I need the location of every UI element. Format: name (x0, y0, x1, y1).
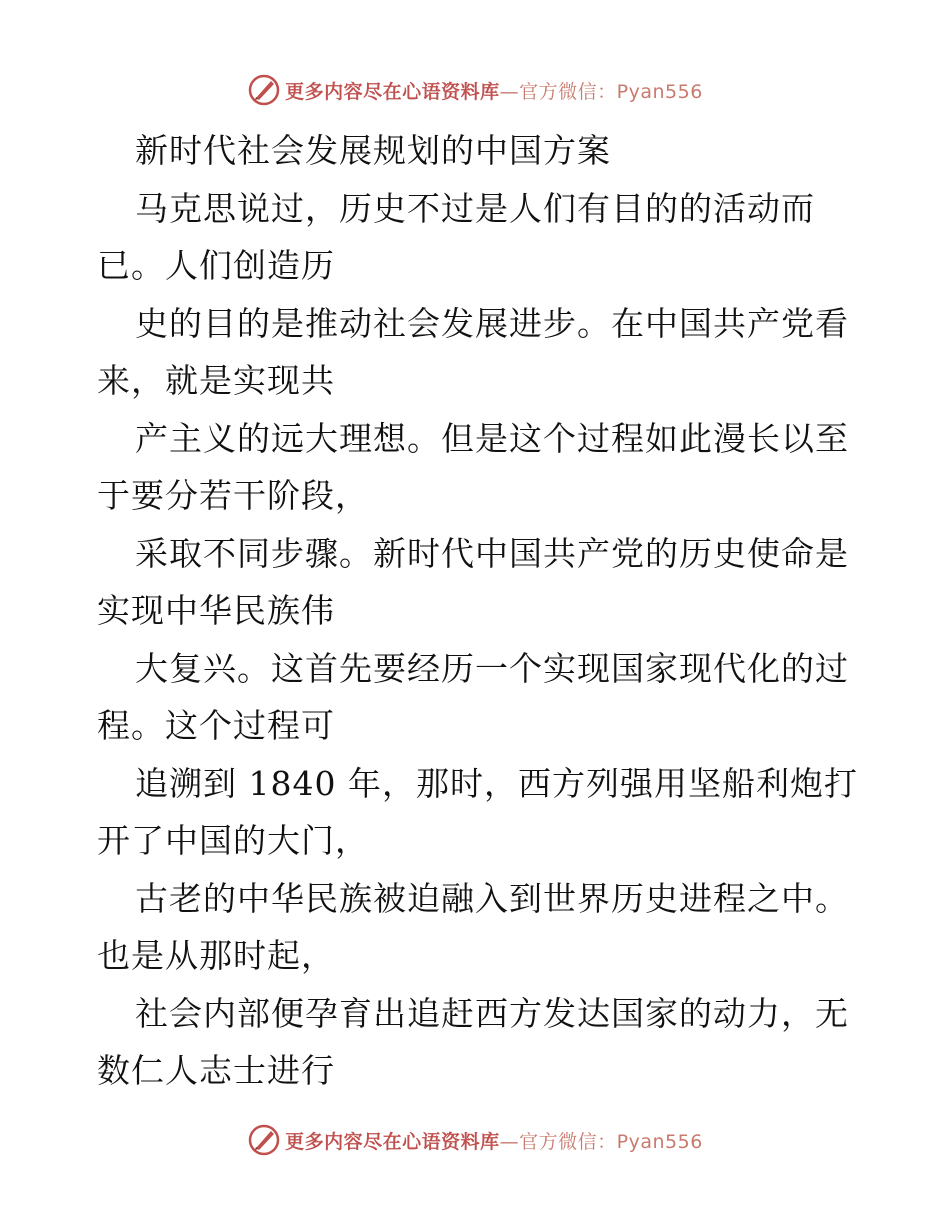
paragraph-line: 追溯到 1840 年，那时，西方列强用坚船利炮打 (135, 763, 858, 803)
paragraph-line: 也是从那时起， (97, 936, 335, 975)
paragraph-line: 社会内部便孕育出追赶西方发达国家的动力，无 (135, 993, 849, 1033)
paragraph-line: 史的目的是推动社会发展进步。在中国共产党看 (135, 303, 849, 343)
document-title: 新时代社会发展规划的中国方案 (135, 131, 611, 170)
paragraph-line: 大复兴。这首先要经历一个实现国家现代化的过 (135, 648, 849, 688)
paragraph-line: 已。人们创造历 (97, 246, 335, 285)
paragraph-line: 来，就是实现共 (97, 361, 335, 400)
header-banner-contact: 官方微信：Pyan556 (519, 80, 703, 103)
paragraph-line: 古老的中华民族被迫融入到世界历史进程之中。 (135, 878, 849, 918)
paragraph-line: 数仁人志士进行 (97, 1051, 335, 1090)
footer-banner-separator: — (499, 1130, 520, 1153)
header-banner-main: 更多内容尽在心语资料库 (285, 80, 500, 103)
header-banner-separator: — (499, 80, 520, 103)
header-banner-text (285, 77, 703, 104)
paragraph-line: 采取不同步骤。新时代中国共产党的历史使命是 (135, 533, 849, 573)
paragraph-line: 产主义的远大理想。但是这个过程如此漫长以至 (135, 418, 849, 458)
paragraph-line: 开了中国的大门， (97, 821, 369, 860)
paragraph-line: 实现中华民族伟 (97, 591, 335, 630)
quill-pen-logo-icon (247, 73, 281, 107)
header-watermark-banner (0, 70, 950, 110)
paragraph-line: 马克思说过，历史不过是人们有目的的活动而 (135, 188, 815, 228)
paragraph-line: 于要分若干阶段， (97, 476, 369, 515)
footer-banner-main: 更多内容尽在心语资料库 (285, 1130, 500, 1153)
document-body (97, 122, 857, 1100)
quill-pen-logo-icon (247, 1123, 281, 1157)
footer-watermark-banner (0, 1120, 950, 1160)
footer-banner-contact: 官方微信：Pyan556 (519, 1130, 703, 1153)
paragraph-line: 程。这个过程可 (97, 706, 335, 745)
footer-banner-text (285, 1127, 703, 1154)
